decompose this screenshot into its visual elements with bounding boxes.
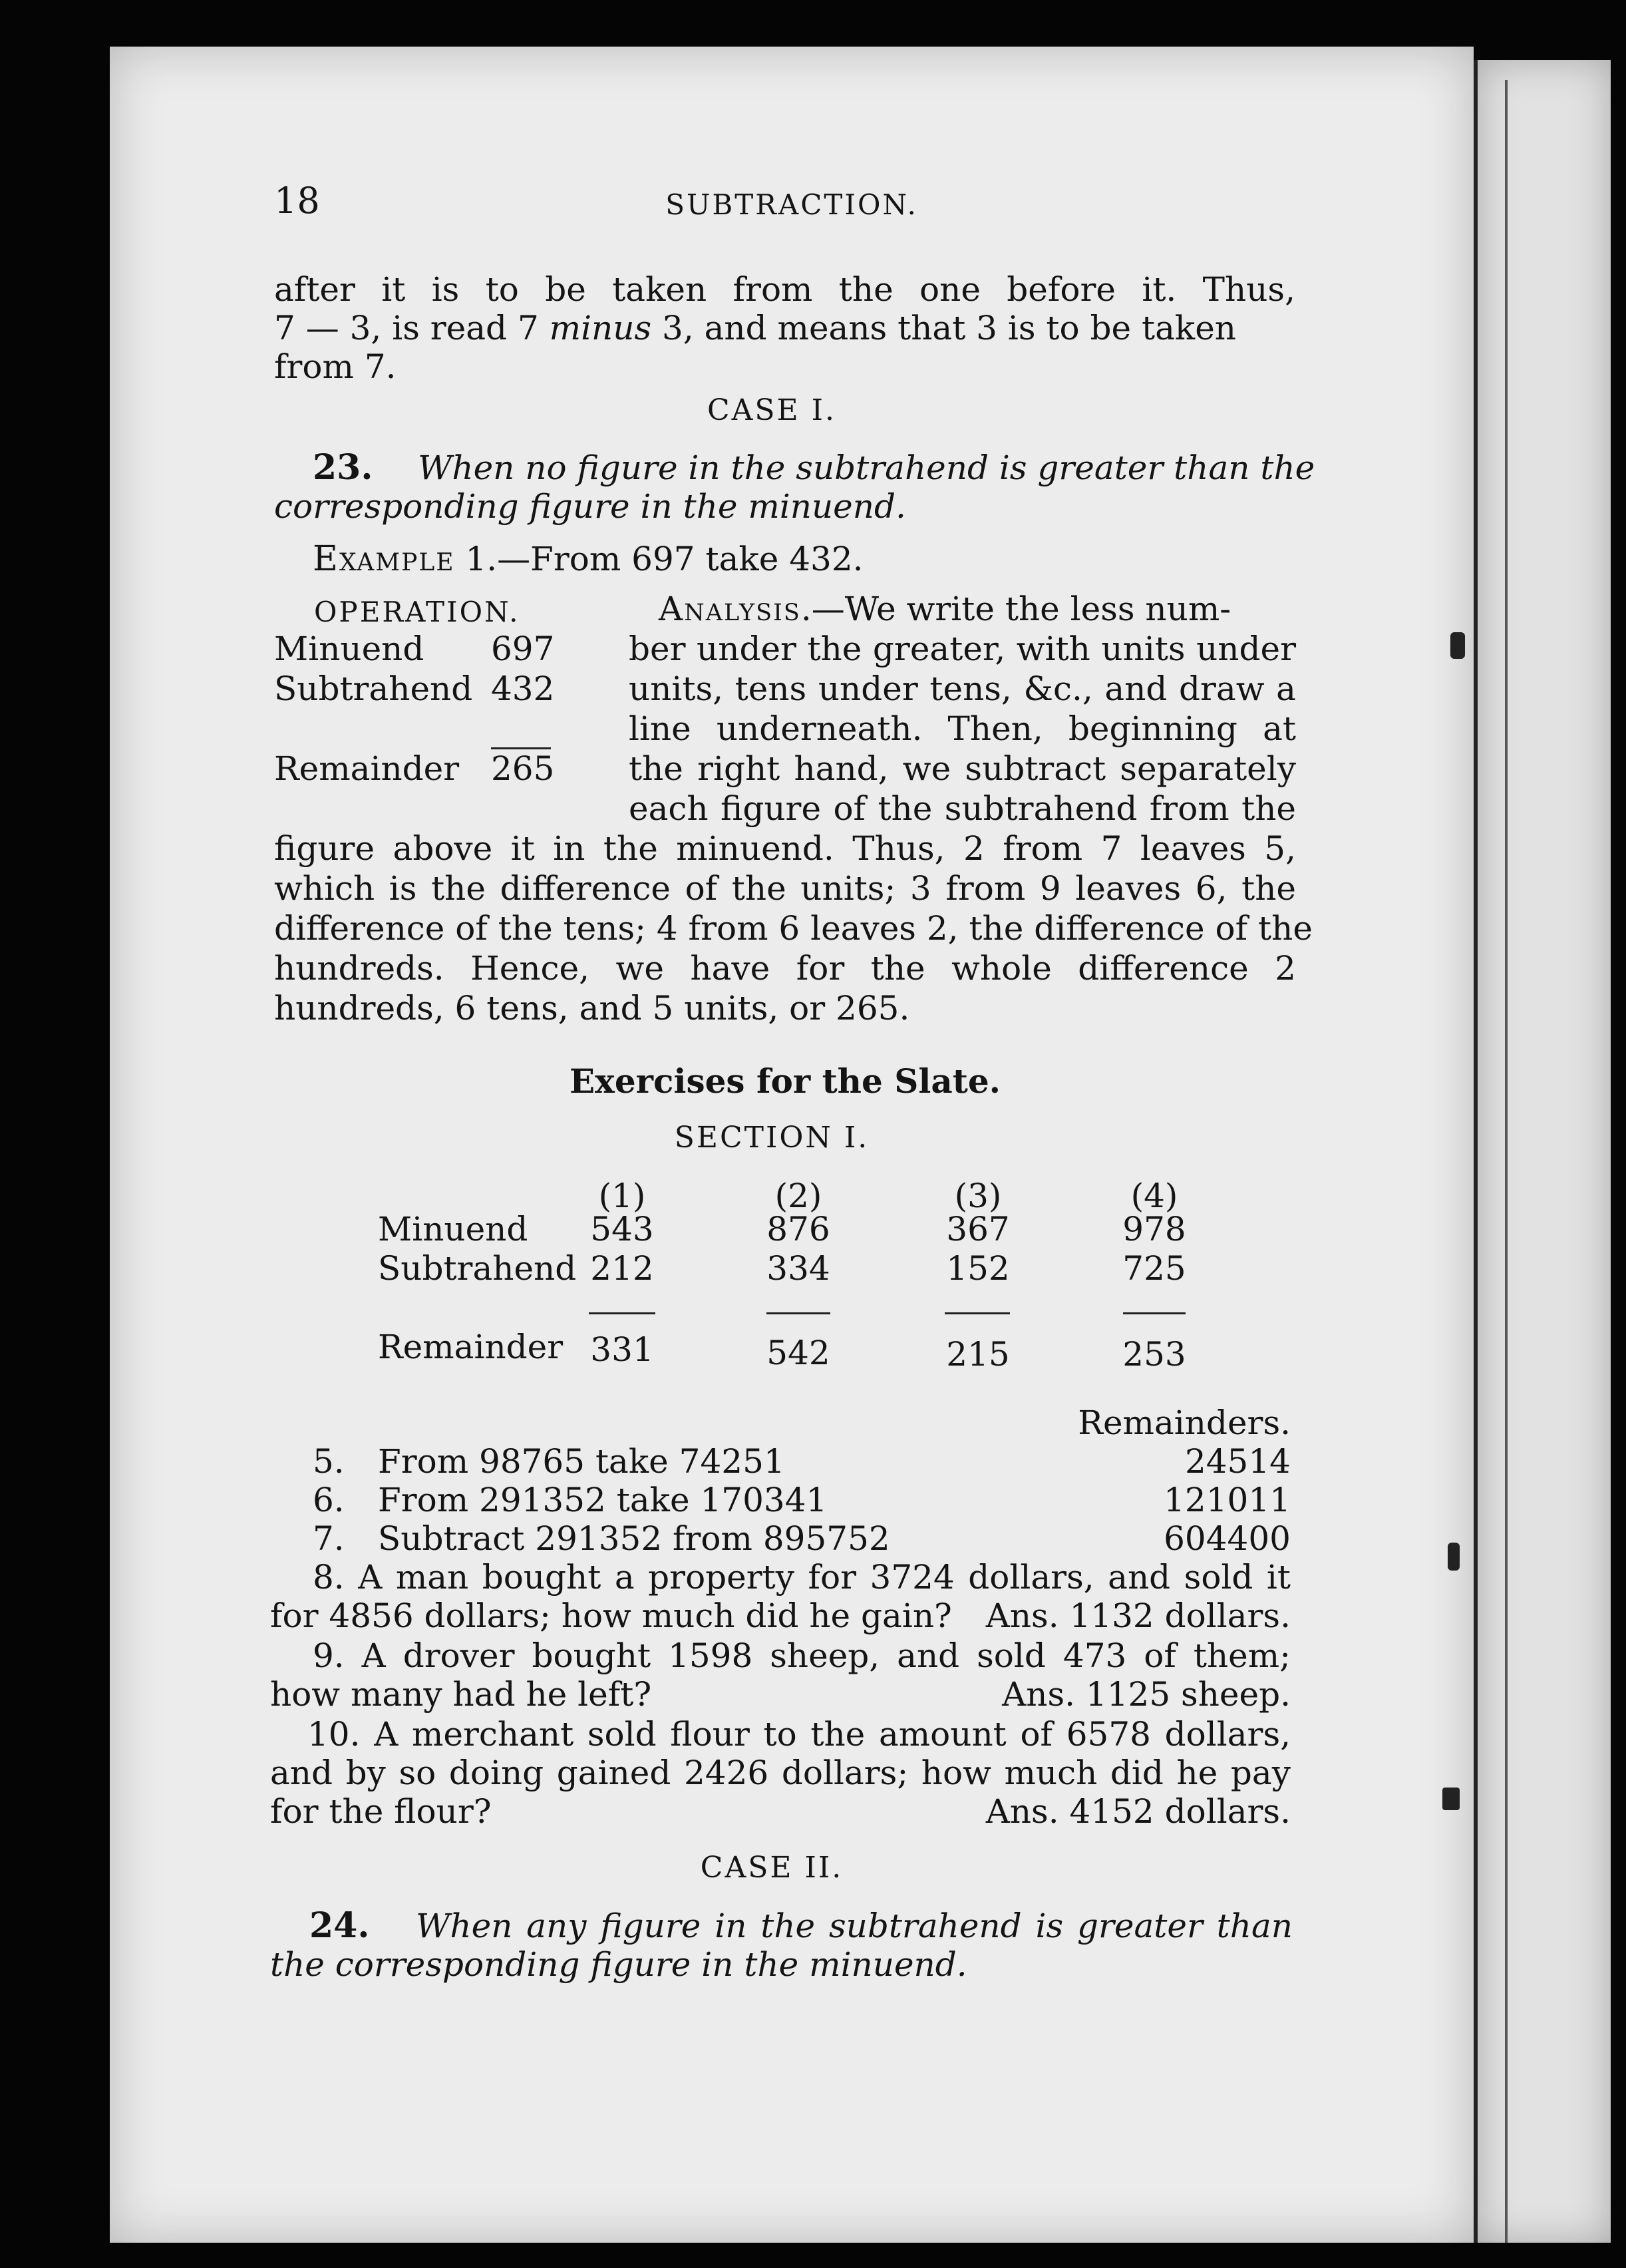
problem-5-number: 5. <box>313 1442 345 1481</box>
problem-10-answer: Ans. 4152 dollars. <box>985 1792 1291 1831</box>
exercises-title: Exercises for the Slate. <box>569 1061 1001 1101</box>
analysis-label: Analysis <box>659 590 801 628</box>
intro-word: the <box>838 270 894 309</box>
analysis-line-1 <box>659 589 1296 629</box>
intro-line-2-post: 3, and means that 3 is to be taken <box>651 309 1237 347</box>
intro-word: taken <box>612 270 707 309</box>
operation-minuend-label: Minuend <box>274 630 424 668</box>
problem-8-answer: Ans. 1132 dollars. <box>985 1597 1291 1635</box>
binding-mark <box>1450 632 1465 659</box>
table-subtrahend-2: 334 <box>766 1249 830 1288</box>
problem-6-text: From 291352 take 170341 <box>378 1481 828 1519</box>
case-2-rule-line-1: When any figure in the subtrahend is greater than <box>416 1907 1293 1945</box>
running-title: SUBTRACTION. <box>665 188 918 221</box>
operation-subtrahend-label: Subtrahend <box>274 669 473 708</box>
intro-word: before <box>1007 270 1116 309</box>
intro-word: to <box>485 270 519 309</box>
analysis-line-6: each figure of the subtrahend from the <box>629 789 1296 828</box>
facing-page-edge <box>1474 60 1611 2243</box>
problem-8-line-2: for 4856 dollars; how much did he gain? <box>270 1597 952 1635</box>
case-1-rule-line-2: corresponding figure in the minuend. <box>274 487 906 526</box>
table-minuend-2: 876 <box>766 1210 830 1248</box>
problem-7-number: 7. <box>313 1519 345 1558</box>
operation-subtrahend-value: 432 <box>491 669 555 708</box>
binding-mark <box>1442 1788 1460 1810</box>
case-2-rule-line-2: the corresponding figure in the minuend. <box>270 1945 967 1984</box>
problem-7-text: Subtract 291352 from 895752 <box>378 1519 890 1558</box>
column-4-header: (4) <box>1130 1177 1178 1215</box>
case-2-title: CASE II. <box>700 1851 844 1885</box>
analysis-line-3: units, tens under tens, &c., and draw a <box>629 669 1296 708</box>
table-underline-4 <box>1123 1312 1186 1314</box>
problem-7-answer: 604400 <box>1164 1519 1291 1558</box>
table-underline-3 <box>945 1312 1010 1314</box>
analysis-line-2: ber under the greater, with units under <box>629 630 1296 668</box>
table-minuend-3: 367 <box>946 1210 1010 1248</box>
table-remainder-1: 331 <box>590 1330 654 1369</box>
column-3-header: (3) <box>954 1177 1002 1215</box>
intro-word: is <box>431 270 460 309</box>
operation-minuend-value: 697 <box>491 630 555 668</box>
table-minuend-4: 978 <box>1122 1210 1186 1248</box>
table-remainder-3: 215 <box>946 1335 1010 1374</box>
intro-word: one <box>919 270 981 309</box>
table-minuend-label: Minuend <box>378 1210 528 1248</box>
table-subtrahend-label: Subtrahend <box>378 1249 577 1288</box>
table-minuend-1: 543 <box>590 1210 654 1248</box>
binding-mark <box>1448 1543 1460 1571</box>
article-number-23: 23. <box>313 447 373 488</box>
problem-6-answer: 121011 <box>1164 1481 1291 1519</box>
intro-line-3: from 7. <box>274 347 397 386</box>
intro-word: be <box>545 270 586 309</box>
table-subtrahend-4: 725 <box>1122 1249 1186 1288</box>
analysis-line-11: hundreds, 6 tens, and 5 units, or 265. <box>274 989 910 1028</box>
problem-10-line-2: and by so doing gained 2426 dollars; how much did he pay <box>270 1754 1291 1792</box>
page-border-line <box>1505 80 1508 2243</box>
table-remainder-2: 542 <box>766 1334 830 1372</box>
problem-5-answer: 24514 <box>1184 1442 1291 1481</box>
operation-heading: OPERATION. <box>314 596 520 628</box>
intro-word: it. <box>1142 270 1177 309</box>
section-1-title: SECTION I. <box>674 1121 870 1155</box>
intro-word: after <box>274 270 355 309</box>
operation-remainder-label: Remainder <box>274 749 460 788</box>
intro-word: from <box>732 270 813 309</box>
problem-9-line-1: 9. A drover bought 1598 sheep, and sold 473 of them; <box>313 1636 1291 1675</box>
table-remainder-label: Remainder <box>378 1328 564 1366</box>
table-remainder-4: 253 <box>1122 1335 1186 1374</box>
intro-word: Thus, <box>1202 270 1295 309</box>
intro-line-1 <box>274 270 1295 309</box>
table-underline-2 <box>766 1312 830 1314</box>
example-1 <box>313 539 864 579</box>
analysis-line-9: difference of the tens; 4 from 6 leaves 2, the difference of the <box>274 909 1313 948</box>
problem-10-line-3: for the flour? <box>270 1792 492 1831</box>
problem-8-line-1: 8. A man bought a property for 3724 dollars, and sold it <box>313 1558 1291 1597</box>
problem-10-line-1: 10. A merchant sold flour to the amount of 6578 dollars, <box>307 1715 1291 1754</box>
table-subtrahend-1: 212 <box>590 1249 654 1288</box>
operation-remainder-value: 265 <box>491 749 555 788</box>
example-label: Example <box>313 539 455 579</box>
intro-word: it <box>381 270 406 309</box>
problem-9-line-2: how many had he left? <box>270 1675 652 1714</box>
problem-9-answer: Ans. 1125 sheep. <box>1002 1675 1291 1714</box>
problem-6-number: 6. <box>313 1481 345 1519</box>
column-2-header: (2) <box>774 1177 822 1215</box>
analysis-line-4: line underneath. Then, beginning at <box>629 709 1296 748</box>
analysis-line-5: the right hand, we subtract separately <box>629 749 1296 788</box>
problem-5-text: From 98765 take 74251 <box>378 1442 785 1481</box>
page-number: 18 <box>274 180 320 222</box>
intro-line-2-pre: 7 — 3, is read 7 <box>274 309 550 347</box>
analysis-line-10: hundreds. Hence, we have for the whole difference 2 <box>274 949 1296 988</box>
case-1-rule-line-1: When no figure in the subtrahend is greater than the <box>418 449 1315 487</box>
analysis-line-7: figure above it in the minuend. Thus, 2 from 7 leaves 5, <box>274 829 1296 868</box>
table-underline-1 <box>589 1312 655 1314</box>
article-number-24: 24. <box>309 1905 370 1946</box>
analysis-line-1-rest: .—We write the less num- <box>800 590 1231 628</box>
column-1-header: (1) <box>598 1177 646 1215</box>
remainders-heading: Remainders. <box>1078 1404 1291 1442</box>
case-1-title: CASE I. <box>707 393 837 427</box>
intro-line-2 <box>274 308 1236 348</box>
table-subtrahend-3: 152 <box>946 1249 1010 1288</box>
minus-word: minus <box>549 309 652 347</box>
example-text: 1.—From 697 take 432. <box>454 540 864 578</box>
analysis-line-8: which is the difference of the units; 3 from 9 leaves 6, the <box>274 869 1296 908</box>
